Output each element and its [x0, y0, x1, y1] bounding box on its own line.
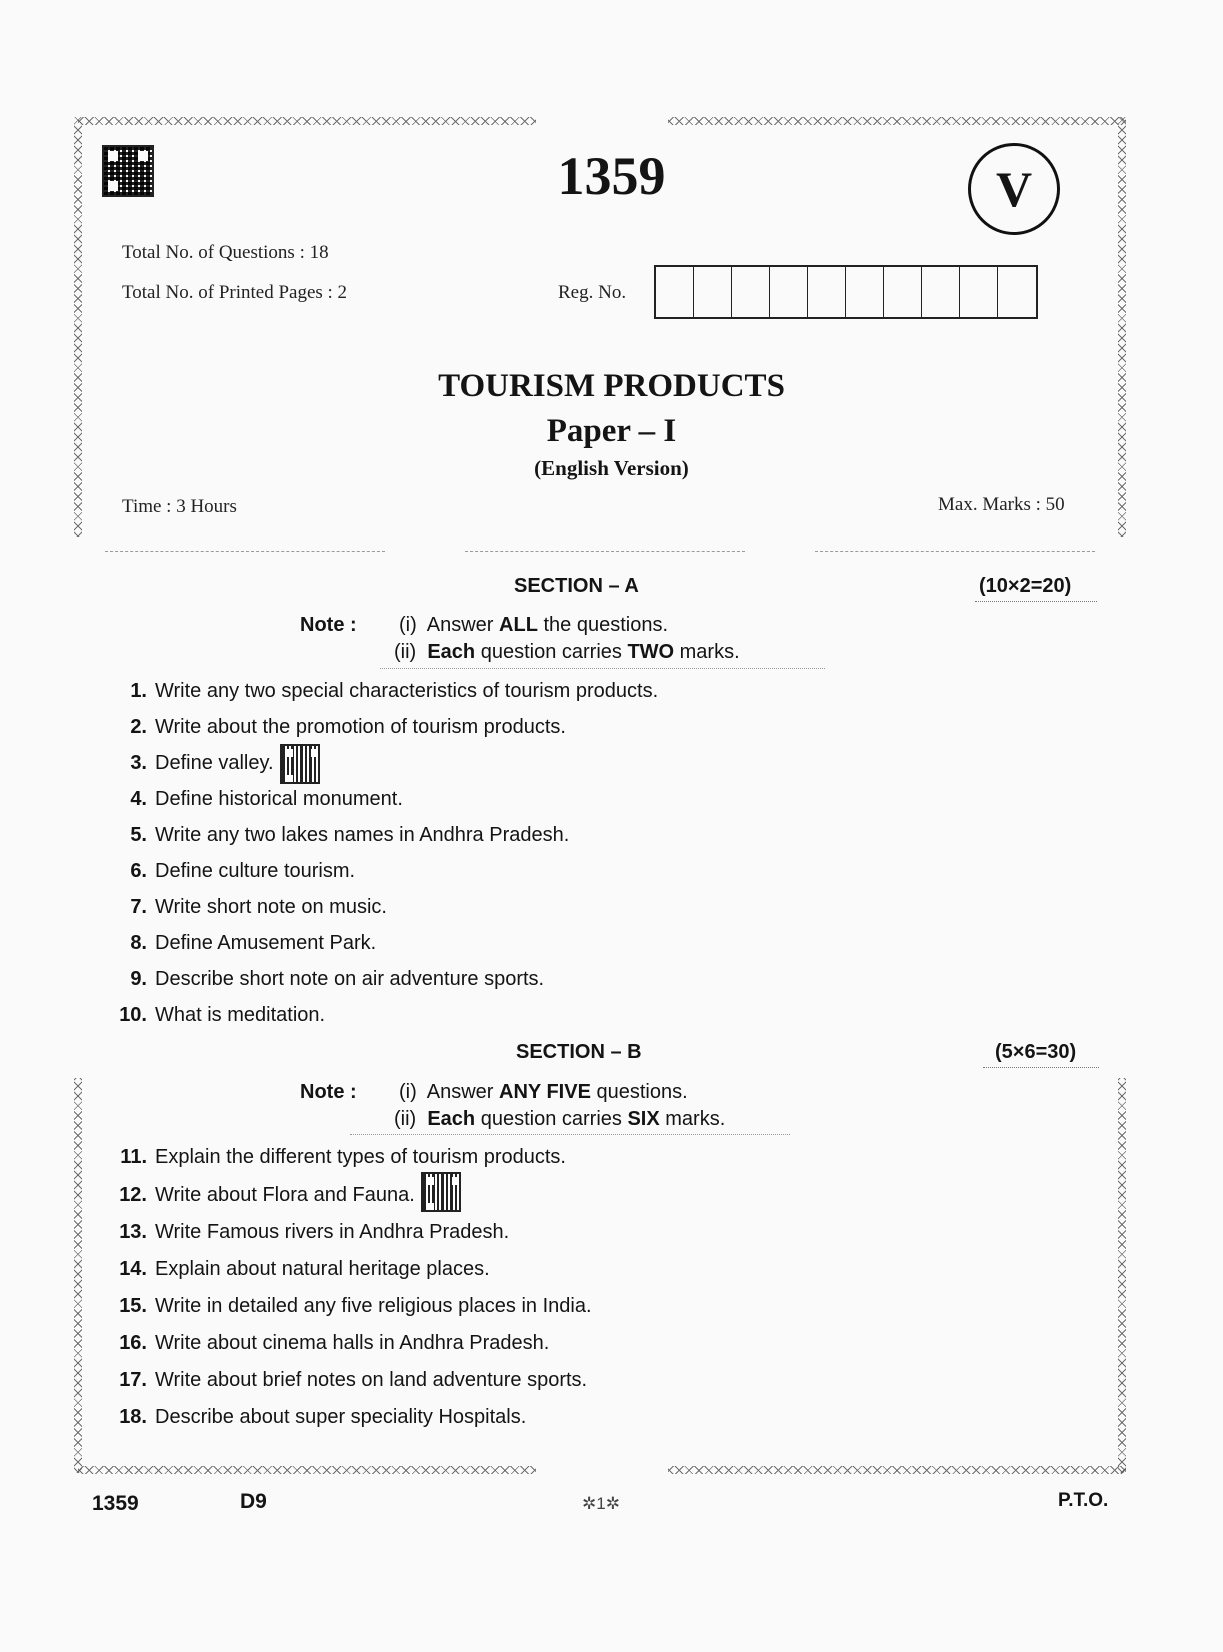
section-a-note-2: (ii) Each question carries TWO marks. — [394, 641, 740, 663]
qr-code-icon — [421, 1172, 461, 1212]
question: 17. Write about brief notes on land adventure sports. — [119, 1369, 588, 1391]
bottom-border-left — [78, 1466, 536, 1474]
footer-page-number: ✲1✲ — [582, 1494, 620, 1513]
top-border-left — [78, 117, 536, 125]
exam-time: Time : 3 Hours — [122, 496, 237, 517]
section-a-note-1: (i) Answer ALL the questions. — [399, 614, 669, 636]
question: 7. Write short note on music. — [130, 896, 387, 918]
section-a-note-label: Note : — [300, 614, 357, 636]
total-pages: Total No. of Printed Pages : 2 — [122, 282, 348, 303]
question: 16. Write about cinema halls in Andhra Pradesh. — [119, 1332, 550, 1354]
section-a-marks: (10×2=20) — [979, 575, 1072, 597]
question: 4. Define historical monument. — [130, 788, 403, 810]
section-b-note-1: (i) Answer ANY FIVE questions. — [399, 1081, 688, 1103]
left-border-bottom — [74, 1078, 82, 1473]
section-a-heading: SECTION – A — [514, 575, 639, 597]
marks-underline — [983, 1067, 1099, 1068]
paper-code: 1359 — [557, 146, 666, 206]
qr-code-icon — [280, 744, 320, 784]
divider — [815, 551, 1095, 552]
total-questions: Total No. of Questions : 18 — [122, 242, 329, 263]
footer-code: 1359 — [92, 1492, 139, 1515]
question: 9. Describe short note on air adventure sports. — [130, 968, 545, 990]
section-b-heading: SECTION – B — [516, 1041, 642, 1063]
question: 11. Explain the different types of tourism products. — [120, 1146, 566, 1168]
question: 14. Explain about natural heritage places. — [119, 1258, 490, 1280]
max-marks: Max. Marks : 50 — [938, 494, 1065, 515]
question: 2. Write about the promotion of tourism products. — [130, 716, 566, 738]
note-underline — [380, 668, 825, 669]
question: 3. Define valley. — [105, 752, 320, 784]
divider — [105, 551, 385, 552]
marks-underline — [975, 601, 1097, 602]
section-b-note-label: Note : — [300, 1081, 357, 1103]
question: 18. Describe about super speciality Hospitals. — [119, 1406, 527, 1428]
question: 6. Define culture tourism. — [130, 860, 356, 882]
bottom-border-right — [668, 1466, 1126, 1474]
question: 10. What is meditation. — [119, 1004, 326, 1026]
footer-pto: P.T.O. — [1058, 1490, 1109, 1511]
question: 13. Write Famous rivers in Andhra Pradesh. — [119, 1221, 510, 1243]
reg-no-label: Reg. No. — [558, 282, 627, 303]
question: 15. Write in detailed any five religious places in India. — [119, 1295, 592, 1317]
subject-title: TOURISM PRODUCTS — [438, 368, 785, 404]
paper-title: Paper – I — [546, 413, 677, 449]
divider — [465, 551, 745, 552]
footer-series: D9 — [240, 1490, 267, 1513]
top-border-right — [668, 117, 1126, 125]
section-b-note-2: (ii) Each question carries SIX marks. — [394, 1108, 726, 1130]
question: 12. Write about Flora and Fauna. — [105, 1184, 461, 1212]
question: 1. Write any two special characteristics of tourism products. — [130, 680, 659, 702]
version-mark: V — [968, 143, 1060, 235]
note-underline — [350, 1134, 790, 1135]
section-b-marks: (5×6=30) — [995, 1041, 1077, 1063]
question: 5. Write any two lakes names in Andhra Pradesh. — [130, 824, 570, 846]
right-border-bottom — [1118, 1078, 1126, 1473]
question: 8. Define Amusement Park. — [130, 932, 377, 954]
version-title: (English Version) — [534, 456, 689, 480]
reg-no-boxes — [654, 265, 1038, 319]
